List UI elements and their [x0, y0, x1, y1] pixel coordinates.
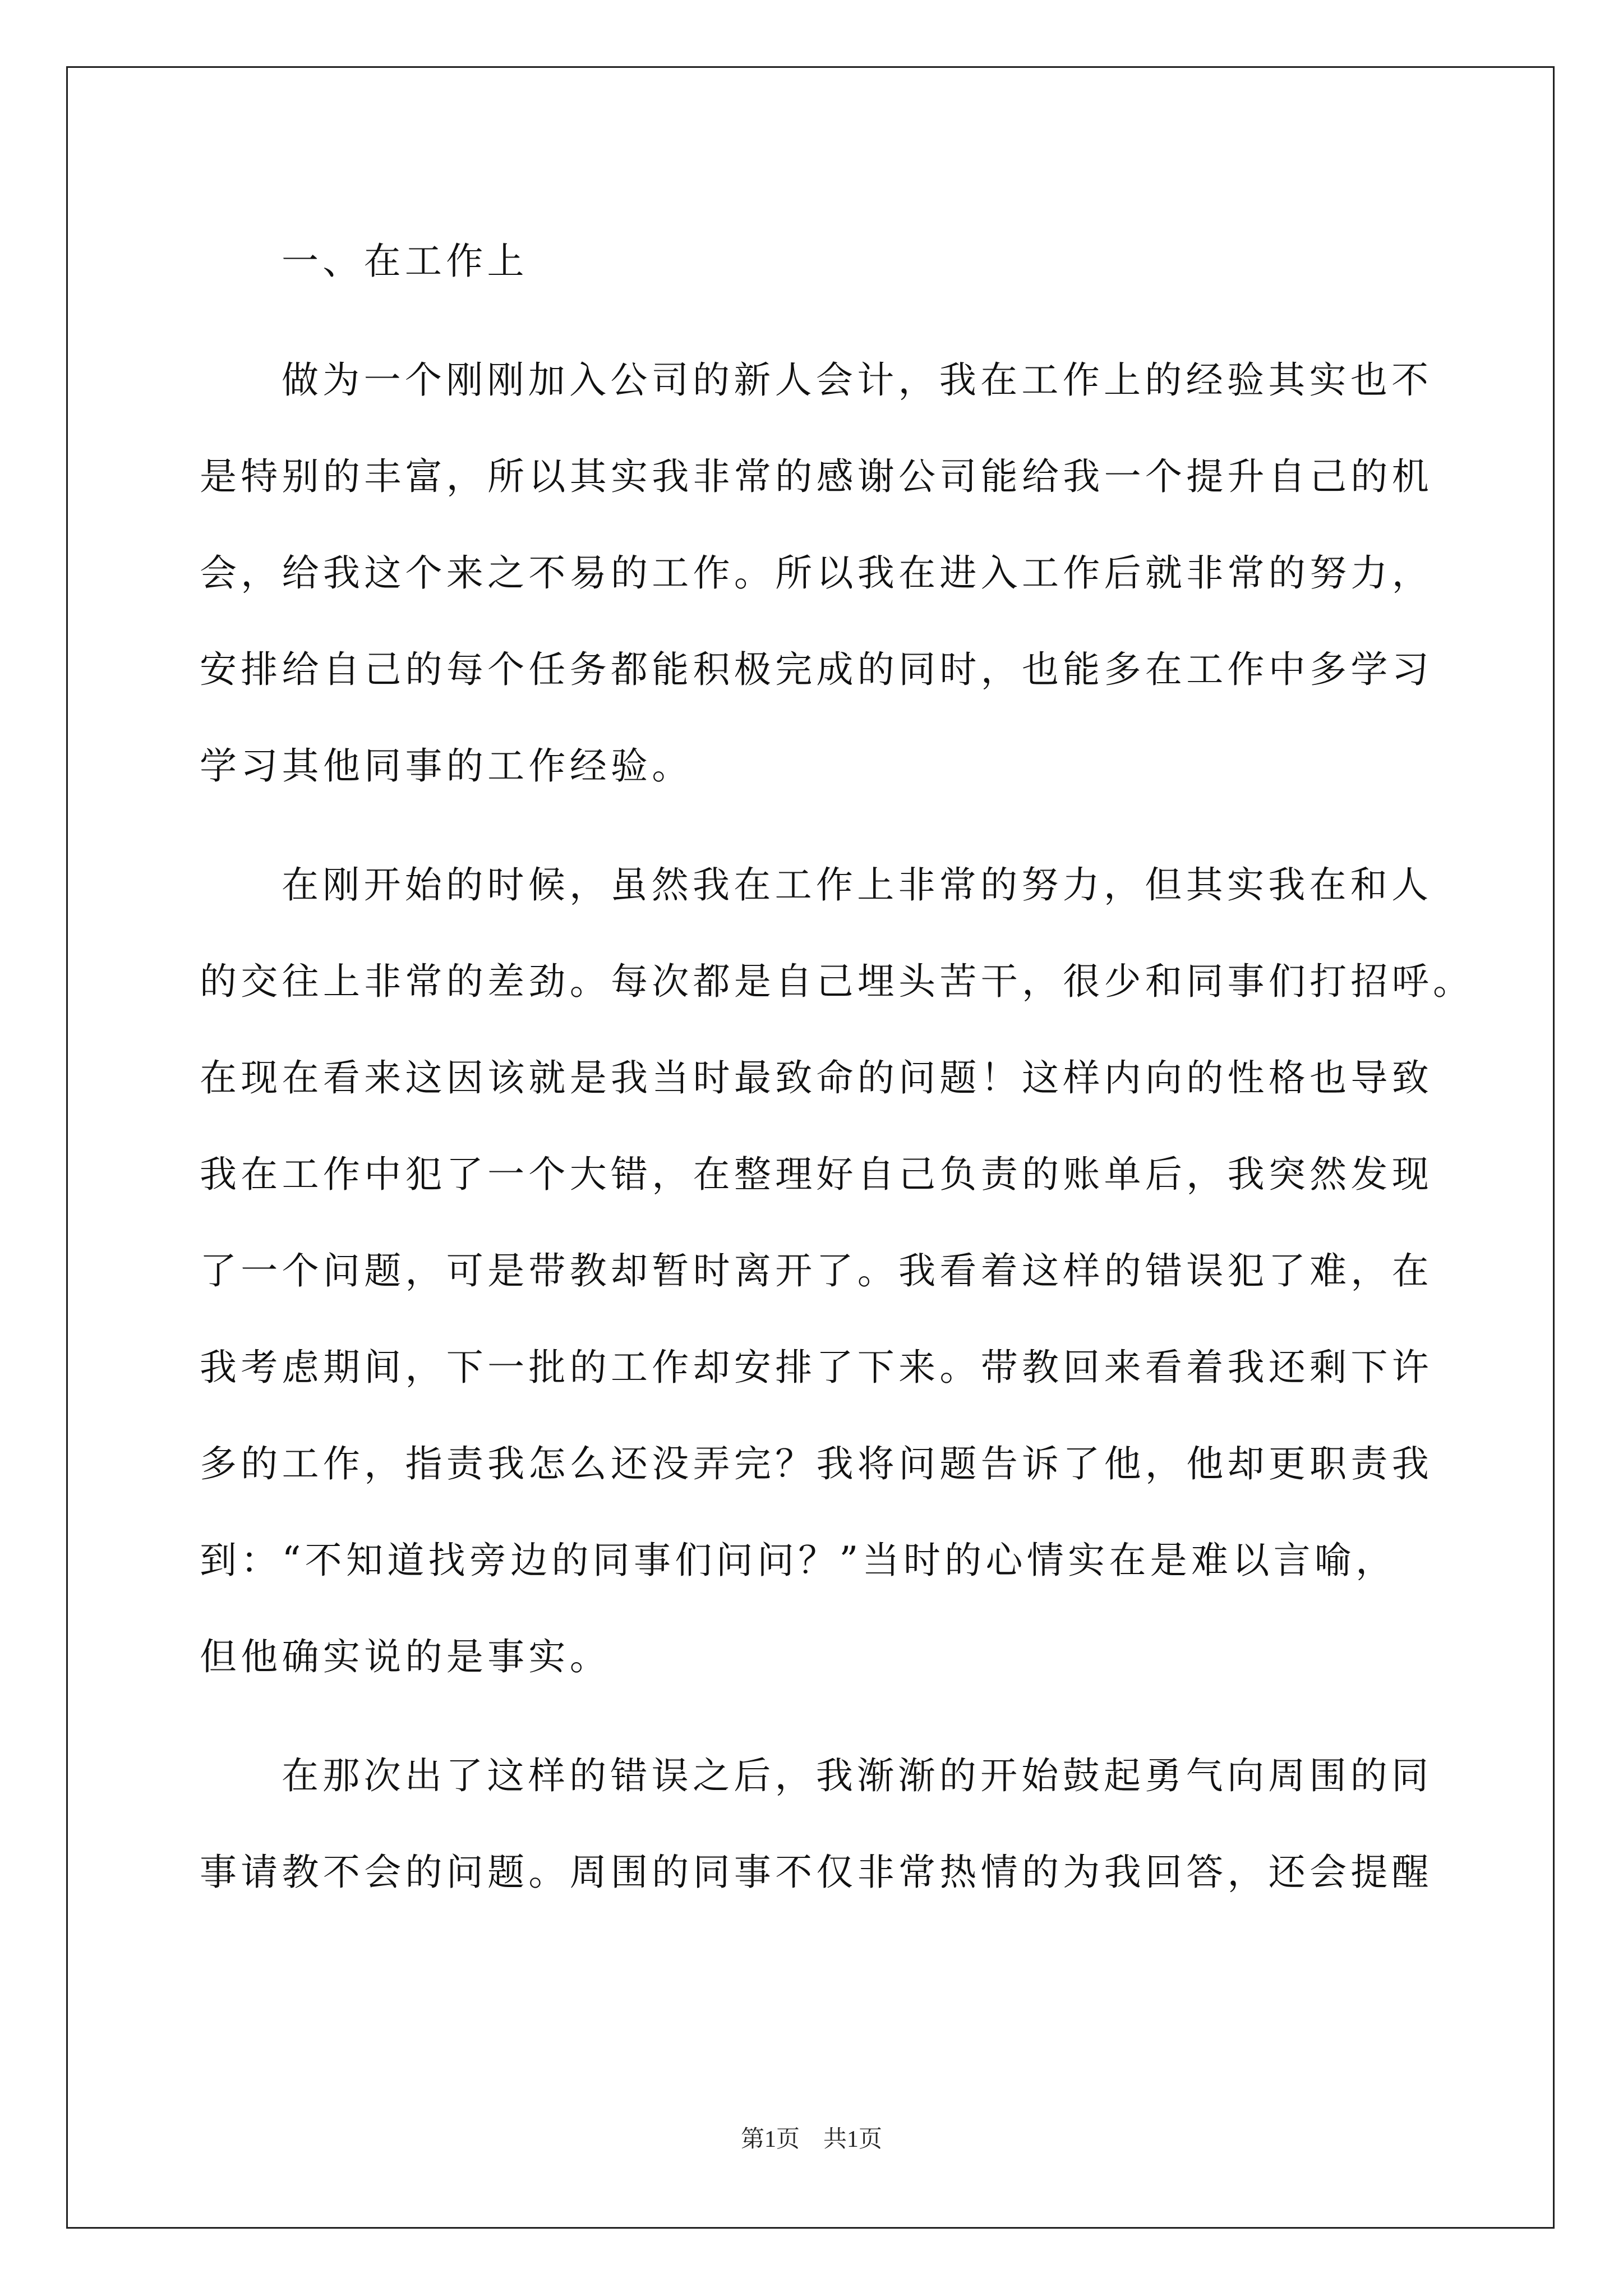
paragraph-line: 多的工作，指责我怎么还没弄完？我将问题告诉了他，他却更职责我: [200, 1442, 1433, 1485]
section-heading: 一、在工作上: [282, 240, 528, 283]
page-number-footer: 第1页 共1页: [740, 2127, 882, 2152]
paragraph-line: 事请教不会的问题。周围的同事不仅非常热情的为我回答，还会提醒: [200, 1851, 1433, 1894]
document-body: [200, 213, 1474, 1921]
paragraph-line: 安排给自己的每个任务都能积极完成的同时，也能多在工作中多学习: [200, 648, 1433, 691]
paragraph-line: 但他确实说的是事实。: [200, 1635, 611, 1678]
paragraph-3: [200, 1728, 1433, 1921]
paragraph-1: [200, 332, 1433, 815]
paragraph-line: 是特别的丰富，所以其实我非常的感谢公司能给我一个提升自己的机: [200, 455, 1433, 498]
paragraph-line: 了一个问题，可是带教却暂时离开了。我看着这样的错误犯了难，在: [200, 1249, 1433, 1292]
paragraph-line: 到：“不知道找旁边的同事们问问？”当时的心情实在是难以言喻，: [200, 1539, 1397, 1582]
paragraph-line: 我在工作中犯了一个大错，在整理好自己负责的账单后，我突然发现: [200, 1153, 1433, 1196]
paragraph-line: 我考虑期间，下一批的工作却安排了下来。带教回来看着我还剩下许: [200, 1346, 1433, 1389]
paragraph-line: 的交往上非常的差劲。每次都是自己埋头苦干，很少和同事们打招呼。: [200, 960, 1474, 1003]
paragraph-line: 在刚开始的时候，虽然我在工作上非常的努力，但其实我在和人: [282, 863, 1433, 907]
paragraph-2: [200, 837, 1474, 1705]
paragraph-line: 在那次出了这样的错误之后，我渐渐的开始鼓起勇气向周围的同: [282, 1754, 1433, 1797]
paragraph-line: 会，给我这个来之不易的工作。所以我在进入工作后就非常的努力，: [200, 551, 1433, 595]
paragraph-line: 学习其他同事的工作经验。: [200, 744, 693, 788]
paragraph-line: 做为一个刚刚加入公司的新人会计，我在工作上的经验其实也不: [282, 358, 1433, 402]
paragraph-line: 在现在看来这因该就是我当时最致命的问题！这样内向的性格也导致: [200, 1056, 1433, 1099]
